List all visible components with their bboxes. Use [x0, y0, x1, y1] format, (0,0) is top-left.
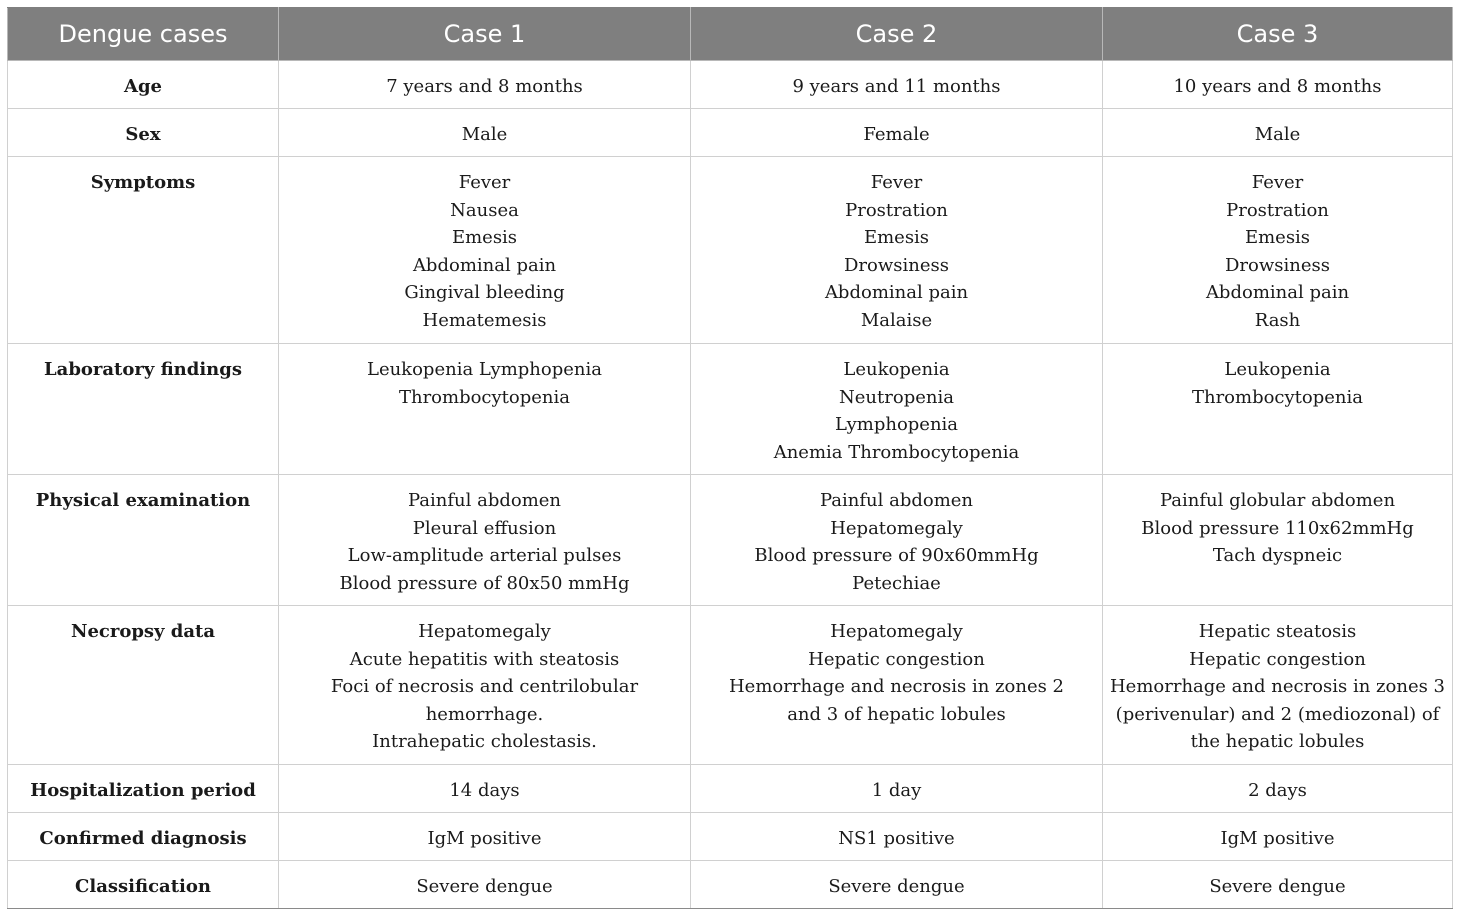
case-3-cell: Painful globular abdomen Blood pressure 110x62mmHg Tach dyspneic [1103, 475, 1453, 606]
case-1-cell: Severe dengue [279, 861, 691, 909]
header-case-2: Case 2 [691, 8, 1103, 61]
table-row-laboratory-findings [8, 344, 1453, 475]
header-case-3: Case 3 [1103, 8, 1453, 61]
case-1-cell: IgM positive [279, 813, 691, 861]
case-3-cell: 10 years and 8 months [1103, 61, 1453, 109]
table-row-age [8, 61, 1453, 109]
table-row-classification [8, 861, 1453, 909]
row-label: Hospitalization period [8, 765, 279, 813]
table-row-hospitalization-period [8, 765, 1453, 813]
case-3-cell: Hepatic steatosis Hepatic congestion Hemorrhage and necrosis in zones 3 (perivenular) and 2 (mediozonal) of the hepatic lobules [1103, 606, 1453, 765]
case-3-cell: 2 days [1103, 765, 1453, 813]
case-3-cell: Fever Prostration Emesis Drowsiness Abdominal pain Rash [1103, 157, 1453, 344]
table-row-symptoms [8, 157, 1453, 344]
case-2-cell: Fever Prostration Emesis Drowsiness Abdominal pain Malaise [691, 157, 1103, 344]
header-dengue-cases: Dengue cases [8, 8, 279, 61]
case-1-cell: Hepatomegaly Acute hepatitis with steatosis Foci of necrosis and centrilobular hemorrhage. Intrahepatic cholestasis. [279, 606, 691, 765]
case-2-cell: Leukopenia Neutropenia Lymphopenia Anemia Thrombocytopenia [691, 344, 1103, 475]
row-label: Age [8, 61, 279, 109]
case-3-cell: IgM positive [1103, 813, 1453, 861]
case-2-cell: Female [691, 109, 1103, 157]
table-row-necropsy-data [8, 606, 1453, 765]
row-label: Classification [8, 861, 279, 909]
case-1-cell: 14 days [279, 765, 691, 813]
case-2-cell: Severe dengue [691, 861, 1103, 909]
case-2-cell: 1 day [691, 765, 1103, 813]
dengue-cases-table [7, 7, 1453, 909]
case-2-cell: Hepatomegaly Hepatic congestion Hemorrhage and necrosis in zones 2 and 3 of hepatic lobules [691, 606, 1103, 765]
case-2-cell: Painful abdomen Hepatomegaly Blood pressure of 90x60mmHg Petechiae [691, 475, 1103, 606]
case-1-cell: 7 years and 8 months [279, 61, 691, 109]
case-1-cell: Leukopenia Lymphopenia Thrombocytopenia [279, 344, 691, 475]
row-label: Laboratory findings [8, 344, 279, 475]
case-1-cell: Painful abdomen Pleural effusion Low-amplitude arterial pulses Blood pressure of 80x50 mmHg [279, 475, 691, 606]
table-row-physical-examination [8, 475, 1453, 606]
case-1-cell: Male [279, 109, 691, 157]
case-3-cell: Severe dengue [1103, 861, 1453, 909]
row-label: Symptoms [8, 157, 279, 344]
case-3-cell: Male [1103, 109, 1453, 157]
case-1-cell: Fever Nausea Emesis Abdominal pain Gingival bleeding Hematemesis [279, 157, 691, 344]
table-row-sex [8, 109, 1453, 157]
table-row-confirmed-diagnosis [8, 813, 1453, 861]
table-header-row [8, 8, 1453, 61]
header-case-1: Case 1 [279, 8, 691, 61]
row-label: Necropsy data [8, 606, 279, 765]
case-3-cell: Leukopenia Thrombocytopenia [1103, 344, 1453, 475]
row-label: Sex [8, 109, 279, 157]
row-label: Physical examination [8, 475, 279, 606]
row-label: Confirmed diagnosis [8, 813, 279, 861]
case-2-cell: 9 years and 11 months [691, 61, 1103, 109]
case-2-cell: NS1 positive [691, 813, 1103, 861]
